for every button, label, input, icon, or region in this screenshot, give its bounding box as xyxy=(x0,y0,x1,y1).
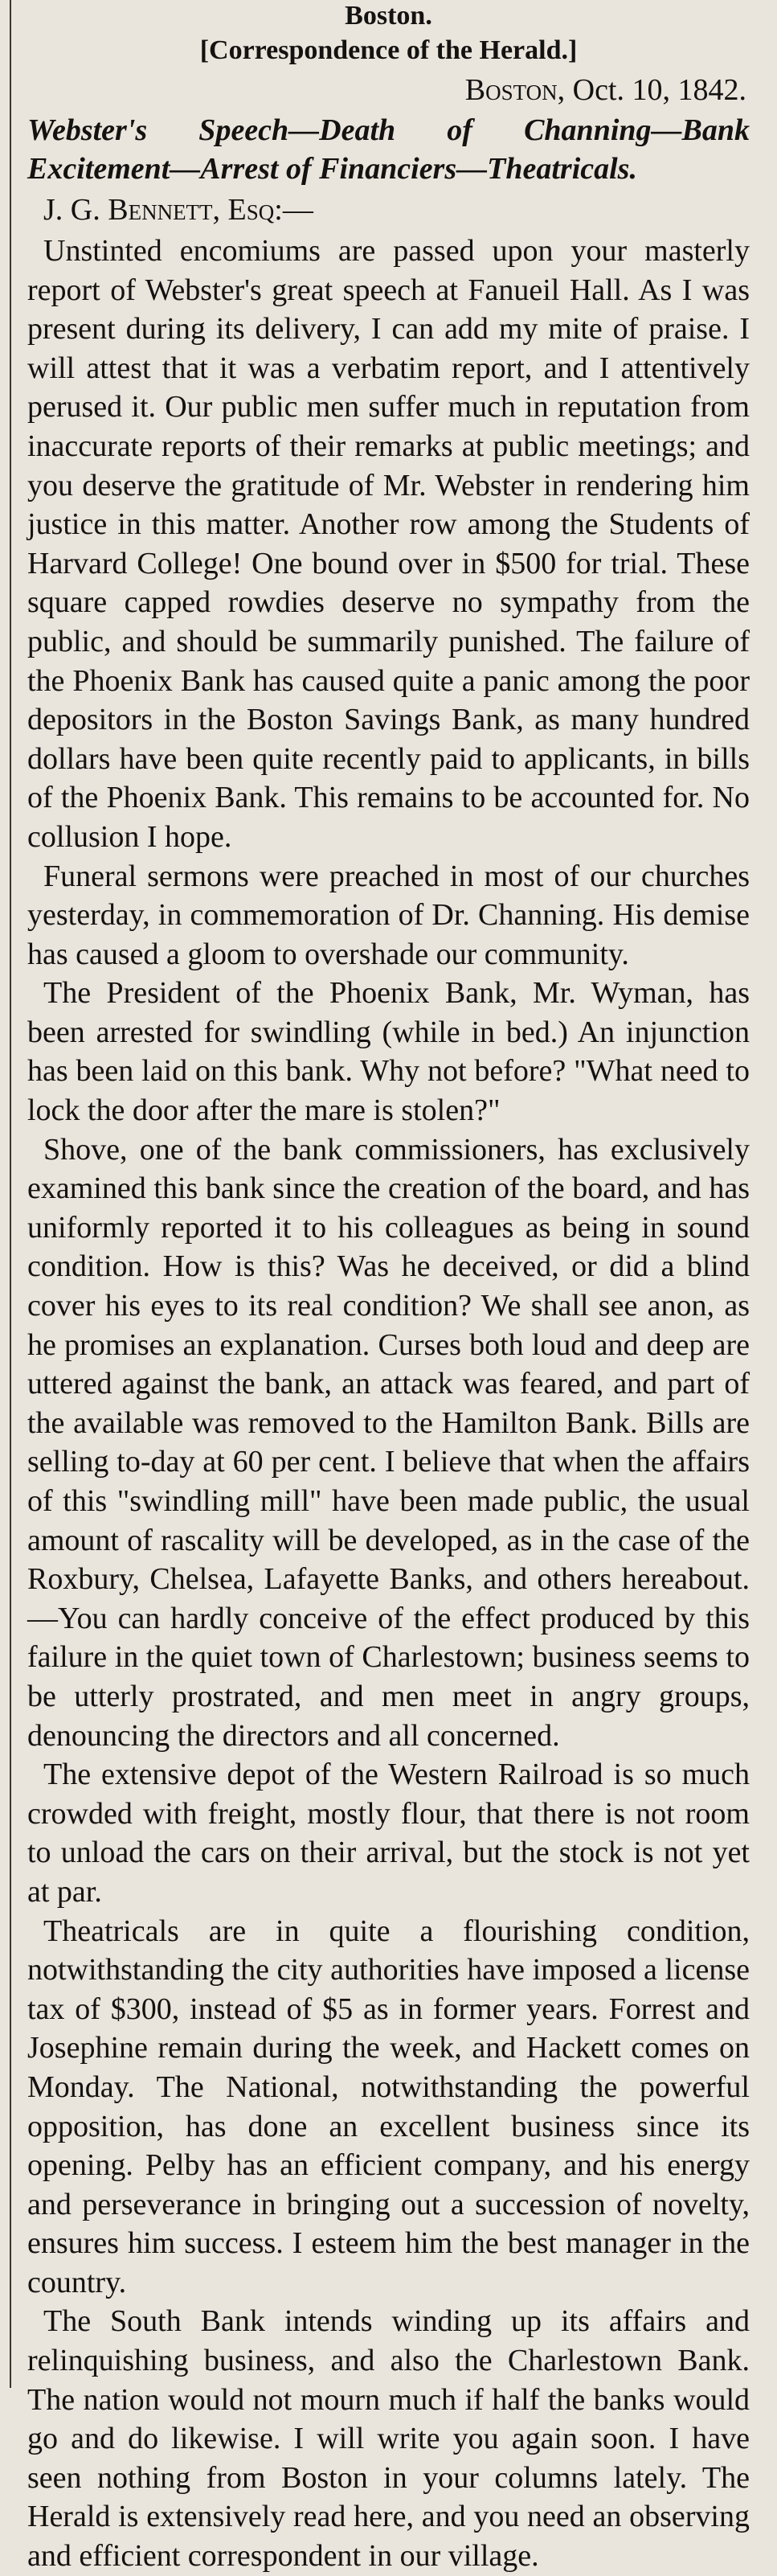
dateline-place: Boston, xyxy=(464,73,566,107)
paragraph-western-railroad: The extensive depot of the Western Railroad is so much crowded with freight, mostly flour, that there is not room to unload the cars on their arrival, but the stock is not yet at par. xyxy=(27,1758,750,1909)
article-title: Boston. xyxy=(345,1,432,31)
article-subhead: Webster's Speech—Death of Channing—Bank Excitement—Arrest of Financiers—Theatricals. xyxy=(27,113,750,186)
paragraph-south-bank: The South Bank intends winding up its affairs and relinquishing business, and also the Charlestown Bank. The nation would not mourn much if half the banks would go and do likewise. I will write you again soon. I have seen nothing from Boston in your columns lately. The Herald is extensively read here, and you need an observing and efficient correspondent in our village. xyxy=(27,2304,750,2574)
salutation: J. G. Bennett, Esq:— xyxy=(43,193,313,227)
dateline xyxy=(27,69,750,111)
paragraph-theatricals: Theatricals are in quite a flourishing condition, notwithstanding the city authorities have imposed a license tax of $300, instead of $5 as in former years. Forrest and Josephine remain during the week, and Hackett comes on Monday. The National, notwithstanding the powerful opposition, has done an excellent business since its opening. Pelby has an efficient company, and his energy and perseverance in bringing out a succession of novelty, ensures him success. I esteem him the best manager in the country. xyxy=(27,1914,750,2299)
column-rule xyxy=(10,0,11,2388)
paragraph-webster-speech: Unstinted encomiums are passed upon your masterly report of Webster's great speech at Fanueil Hall. As I was present during its delivery, I can add my mite of praise. I will attest that it was a verbatim report, and I attentively perused it. Our public men suffer much in reputation from inaccurate reports of their remarks at public meetings; and you deserve the gratitude of Mr. Webster in rendering him justice in this matter. Another row among the Students of Harvard College! One bound over in $500 for trial. These square capped rowdies deserve no sympathy from the public, and should be summarily punished. The failure of the Phoenix Bank has caused quite a panic among the poor depositors in the Boston Savings Bank, as many hundred dollars have been quite recently paid to applicants, in bills of the Phoenix Bank. This remains to be accounted for. No collusion I hope. xyxy=(27,234,750,854)
paragraph-phoenix-president: The President of the Phoenix Bank, Mr. Wyman, has been arrested for swindling (while in bed.) An injunction has been laid on this bank. Why not before? "What need to lock the door after the mare is stolen?" xyxy=(27,976,750,1128)
paragraph-bank-commissioner: Shove, one of the bank commissioners, has exclusively examined this bank since the creation of the board, and has uniformly reported it to his colleagues as being in sound condition. How is this? Was he deceived, or did a blind cover his eyes to its real condition? We shall see anon, as he promises an explanation. Curses both loud and deep are uttered against the bank, an attack was feared, and part of the available was removed to the Hamilton Bank. Bills are selling to-day at 60 per cent. I believe that when the affairs of this "swindling mill" have been made public, the usual amount of rascality will be developed, as in the case of the Roxbury, Chelsea, Lafayette Banks, and others hereabout.—You can hardly conceive of the effect produced by this failure in the quiet town of Charlestown; business seems to be utterly prostrated, and men meet in angry groups, denouncing the directors and all concerned. xyxy=(27,1132,750,1753)
correspondence-credit: [Correspondence of the Herald.] xyxy=(199,35,578,65)
paragraph-channing-sermons: Funeral sermons were preached in most of our churches yesterday, in commemoration of Dr. Channing. His demise has caused a gloom to overshade our community. xyxy=(27,859,750,971)
dateline-date: Oct. 10, 1842. xyxy=(572,73,746,107)
